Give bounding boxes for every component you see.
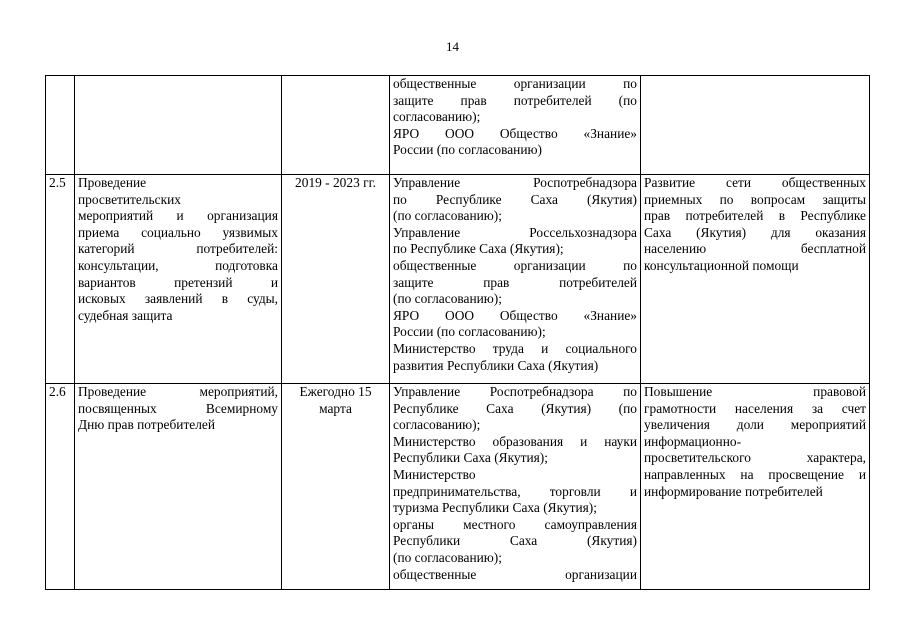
period-line: Ежегодно 15 [299, 384, 372, 399]
executors-line: по Республике Саха (Якутия) [393, 191, 637, 207]
page-number: 14 [446, 39, 459, 54]
activities-table [45, 75, 870, 590]
result-line: увеличения доли мероприятий [644, 417, 866, 433]
executors-line: Республике Саха (Якутия) (по [393, 400, 637, 416]
event-line: судебная защита [78, 307, 173, 323]
result-cell [641, 384, 870, 590]
event-line: Дню прав потребителей [78, 417, 216, 433]
event-cell [75, 175, 282, 384]
executors-line: Управление Роспотребнадзора по [393, 384, 637, 399]
result-line: населению бесплатной [644, 241, 866, 257]
executors-cell [390, 175, 641, 384]
event-line: консультации, подготовка [78, 257, 278, 273]
result-line: просветительского характера, [644, 450, 866, 466]
executors-line: согласованию); [393, 417, 481, 433]
executors-line: общественные организации по [393, 76, 637, 91]
result-line: Развитие сети общественных [644, 175, 866, 190]
executors-line: Республики Саха (Якутия) [393, 533, 637, 549]
result-line: информационно- [644, 433, 742, 449]
event-cell [75, 384, 282, 590]
result-line: Повышение правовой [644, 384, 866, 399]
period-cell [282, 384, 390, 590]
event-line: приема социально уязвимых [78, 224, 278, 240]
executors-line: (по согласованию); [393, 291, 502, 307]
result-line: приемных по вопросам защиты [644, 191, 866, 207]
row-number-cell: 2.6 [46, 384, 75, 590]
executors-line: России (по согласованию) [393, 142, 542, 158]
row-number-cell [46, 76, 75, 175]
executors-line: Республики Саха (Якутия); [393, 450, 548, 466]
executors-line: органы местного самоуправления [393, 516, 637, 532]
executors-line: Министерство [393, 466, 476, 482]
table-row [46, 384, 870, 590]
executors-line: Министерство образования и науки [393, 433, 637, 449]
executors-line: развития Республики Саха (Якутия) [393, 357, 599, 373]
table-row [46, 76, 870, 175]
result-line: направленных на просвещение и [644, 466, 866, 482]
event-line: Проведение [78, 175, 147, 190]
executors-line: Министерство труда и социального [393, 340, 637, 356]
event-line: вариантов претензий и [78, 274, 278, 290]
event-cell [75, 76, 282, 175]
executors-line: России (по согласованию); [393, 324, 546, 340]
result-cell [641, 76, 870, 175]
executors-line: туризма Республики Саха (Якутия); [393, 500, 597, 516]
result-line: Саха (Якутия) для оказания [644, 224, 866, 240]
executors-cell [390, 76, 641, 175]
period-line: марта [319, 400, 352, 416]
event-line: мероприятий и организация [78, 208, 278, 224]
result-cell [641, 175, 870, 384]
period-cell [282, 76, 390, 175]
executors-line: Управление Роспотребнадзора [393, 175, 637, 190]
executors-line: по Республике Саха (Якутия); [393, 241, 564, 257]
executors-line: (по согласованию); [393, 208, 502, 224]
result-line: прав потребителей в Республике [644, 208, 866, 224]
event-line: категорий потребителей: [78, 241, 278, 257]
executors-line: согласованию); [393, 109, 481, 125]
executors-line: (по согласованию); [393, 549, 502, 565]
executors-line: Управление Россельхознадзора [393, 224, 637, 240]
event-line: посвященных Всемирному [78, 400, 278, 416]
result-line: консультационной помощи [644, 257, 799, 273]
event-line: исковых заявлений в суды, [78, 291, 278, 307]
result-line: грамотности населения за счет [644, 400, 866, 416]
row-number-cell: 2.5 [46, 175, 75, 384]
result-line: информирование потребителей [644, 483, 823, 499]
event-line: просветительских [78, 191, 181, 207]
table-row [46, 175, 870, 384]
period-cell [282, 175, 390, 384]
period-line: 2019 - 2023 гг. [295, 175, 376, 190]
executors-line: ЯРО ООО Общество «Знание» [393, 125, 637, 141]
executors-line: защите прав потребителей [393, 274, 637, 290]
executors-line: ЯРО ООО Общество «Знание» [393, 307, 637, 323]
executors-line: защите прав потребителей (по [393, 92, 637, 108]
executors-line: общественные организации по [393, 257, 637, 273]
event-line: Проведение мероприятий, [78, 384, 278, 399]
executors-line: предпринимательства, торговли и [393, 483, 637, 499]
executors-cell [390, 384, 641, 590]
executors-line: общественные организации [393, 566, 637, 582]
